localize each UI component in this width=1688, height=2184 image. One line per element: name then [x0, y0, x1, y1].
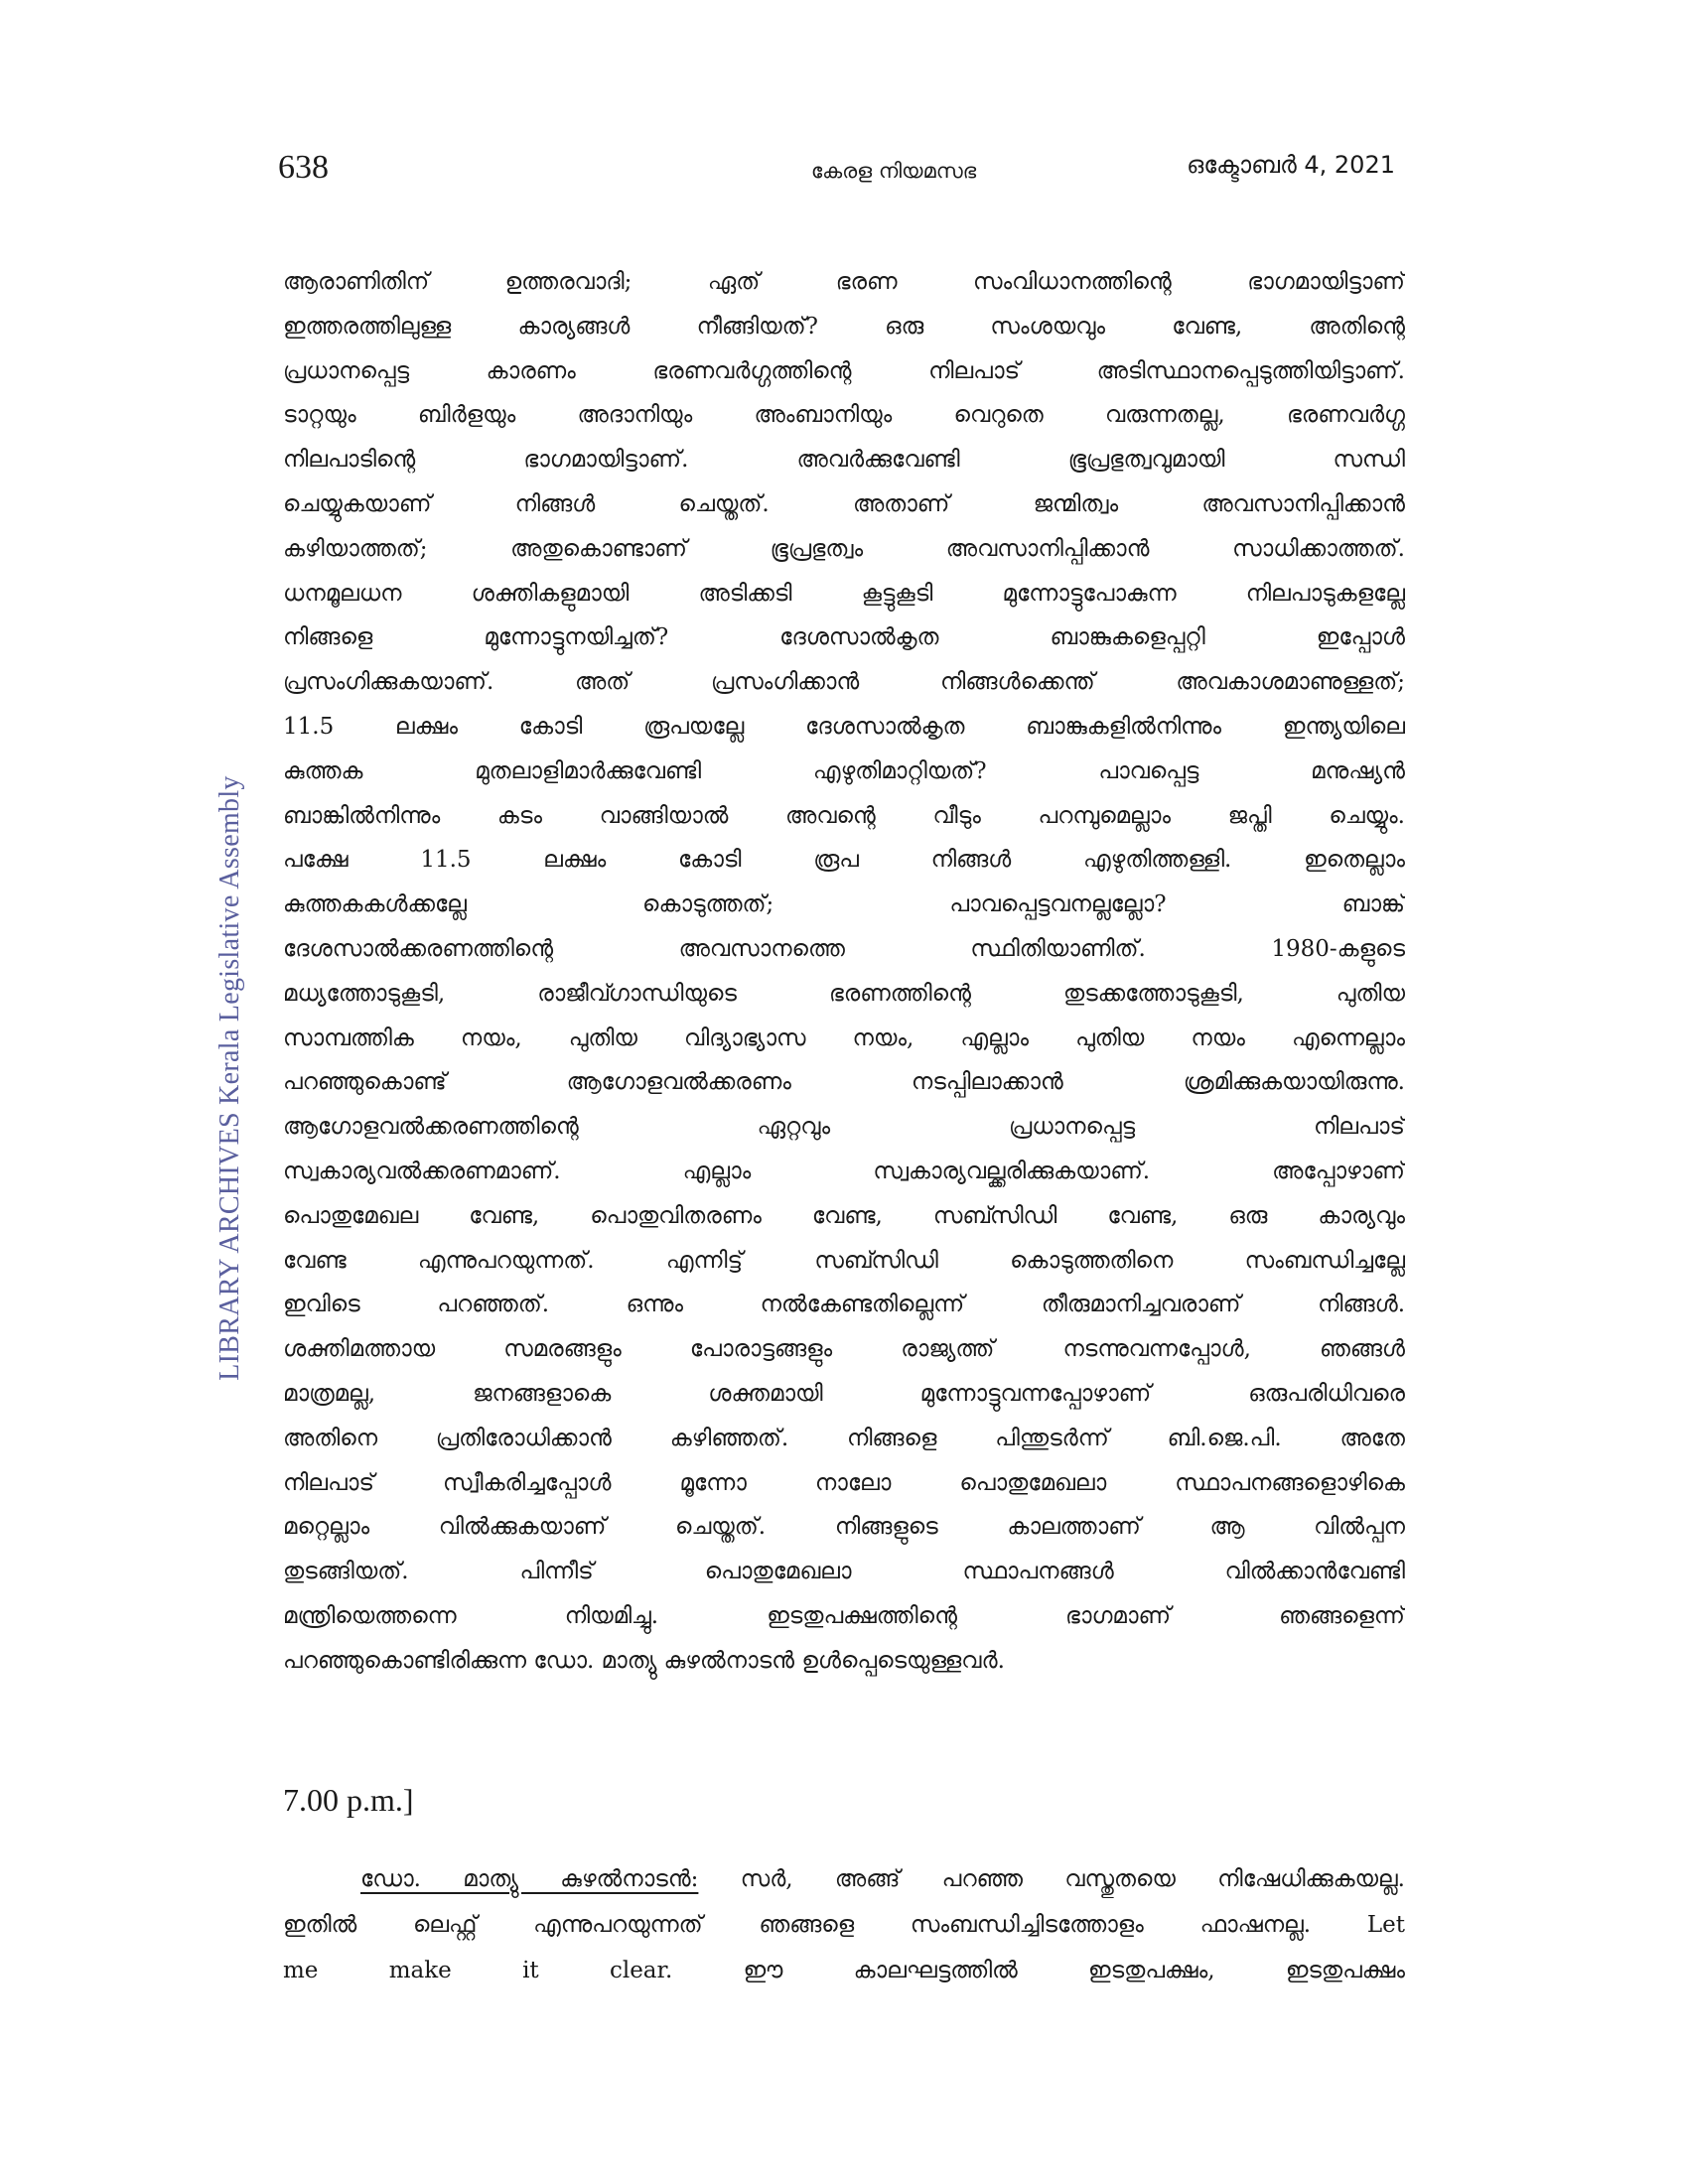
text-line: ആരാണിതിന് ഉത്തരവാദി; ഏത് ഭരണ സംവിധാനത്തിന്റെ ഭാഗമായിട്ടാണ് — [283, 269, 1405, 295]
text-line: കുത്തകകൾക്കല്ലേ കൊടുത്തത്; പാവപ്പെട്ടവനല്ലല്ലോ? ബാങ്ക് — [283, 891, 1405, 918]
text-line: പറഞ്ഞുകൊണ്ട് ആഗോളവൽക്കരണം നടപ്പിലാക്കാൻ ശ്രമിക്കുകയായിരുന്നു. — [283, 1069, 1405, 1096]
text-line: ചെയ്യുകയാണ് നിങ്ങൾ ചെയ്തത്. അതാണ് ജന്മിത്വം അവസാനിപ്പിക്കാൻ — [283, 490, 1405, 517]
page-date: ഒക്ടോബർ 4, 2021 — [1187, 151, 1395, 179]
text-line: സാമ്പത്തിക നയം, പുതിയ വിദ്യാഭ്യാസ നയം, എല്ലാം പുതിയ നയം എന്നെല്ലാം — [283, 1024, 1405, 1051]
page-number: 638 — [278, 149, 329, 186]
speech-line-2: ഇതിൽ ലെഫ്റ്റ് എന്നുപറയുന്നത് ഞങ്ങളെ സംബന്ധിച്ചിടത്തോളം ഫാഷനല്ല. Let — [283, 1912, 1405, 1938]
text-line: ഇവിടെ പറഞ്ഞത്. ഒന്നും നൽകേണ്ടതില്ലെന്ന് തീരുമാനിച്ചവരാണ് നിങ്ങൾ. — [283, 1292, 1405, 1318]
speech-line-3: me make it clear. ഈ കാലഘട്ടത്തിൽ ഇടതുപക്ഷം, ഇടതുപക്ഷം — [283, 1958, 1405, 1983]
text-line: ഇത്തരത്തിലുള്ള കാര്യങ്ങൾ നീങ്ങിയത്? ഒരു സംശയവും വേണ്ട, അതിന്റെ — [283, 313, 1405, 340]
text-line: കുത്തക മുതലാളിമാർക്കുവേണ്ടി എഴുതിമാറ്റിയത്? പാവപ്പെട്ട മനുഷ്യൻ — [283, 757, 1405, 784]
text-line: കഴിയാത്തത്; അതുകൊണ്ടാണ് ഭൂപ്രഭുത്വം അവസാനിപ്പിക്കാൻ സാധിക്കാത്തത്. — [283, 535, 1405, 562]
text-line: നിങ്ങളെ മുന്നോട്ടുനയിച്ചത്? ദേശസാൽകൃത ബാങ്കുകളെപ്പറ്റി ഇപ്പോൾ — [283, 624, 1405, 651]
speech-text: സർ, അങ്ങ് പറഞ്ഞ വസ്തുതയെ നിഷേധിക്കുകയല്ല. — [740, 1866, 1405, 1892]
text-line: മറ്റെല്ലാം വിൽക്കുകയാണ് ചെയ്തത്. നിങ്ങളുടെ കാലത്താണ് ആ വിൽപ്പന — [283, 1514, 1405, 1541]
text-line: പക്ഷേ 11.5 ലക്ഷം കോടി രൂപ നിങ്ങൾ എഴുതിത്തള്ളി. ഇതെല്ലാം — [283, 847, 1405, 874]
body-paragraph — [283, 260, 1405, 1684]
text-line: ബാങ്കിൽനിന്നും കടം വാങ്ങിയാൽ അവന്റെ വീടും പറമ്പുമെല്ലാം ജപ്തി ചെയ്യും. — [283, 802, 1405, 829]
text-line: ടാറ്റയും ബിർളയും അദാനിയും അംബാനിയും വെറുതെ വരുന്നതല്ല, ഭരണവർഗ്ഗ — [283, 402, 1405, 429]
text-line: അതിനെ പ്രതിരോധിക്കാൻ കഴിഞ്ഞത്. നിങ്ങളെ പിന്തുടർന്ന് ബി.ജെ.പി. അതേ — [283, 1425, 1405, 1451]
text-line: നിലപാട് സ്വീകരിച്ചപ്പോൾ മൂന്നോ നാലോ പൊതുമേഖലാ സ്ഥാപനങ്ങളൊഴികെ — [283, 1469, 1405, 1496]
text-line: ദേശസാൽക്കരണത്തിന്റെ അവസാനത്തെ സ്ഥിതിയാണിത്. 1980-കളുടെ — [283, 935, 1405, 962]
text-line: മധ്യത്തോടുകൂടി, രാജീവ്ഗാന്ധിയുടെ ഭരണത്തിന്റെ തുടക്കത്തോടുകൂടി, പുതിയ — [283, 980, 1405, 1007]
text-line: 11.5 ലക്ഷം കോടി രൂപയല്ലേ ദേശസാൽകൃത ബാങ്കുകളിൽനിന്നും ഇന്ത്യയിലെ — [283, 713, 1405, 740]
text-line: മാത്രമല്ല, ജനങ്ങളാകെ ശക്തമായി മുന്നോട്ടുവന്നപ്പോഴാണ് ഒരുപരിധിവരെ — [283, 1380, 1405, 1407]
speaker-name: ഡോ. മാത്യു കുഴൽനാടൻ: — [360, 1866, 699, 1892]
text-line: നിലപാടിന്റെ ഭാഗമായിട്ടാണ്. അവർക്കുവേണ്ടി ഭൂപ്രഭുത്വവുമായി സന്ധി — [283, 447, 1405, 474]
text-line: സ്വകാര്യവൽക്കരണമാണ്. എല്ലാം സ്വകാര്യവല്ക്കരിക്കുകയാണ്. അപ്പോഴാണ് — [283, 1158, 1405, 1184]
speech-block — [283, 1856, 1405, 1993]
text-line: തുടങ്ങിയത്. പിന്നീട് പൊതുമേഖലാ സ്ഥാപനങ്ങൾ വിൽക്കാൻവേണ്ടി — [283, 1559, 1405, 1585]
text-line: പറഞ്ഞുകൊണ്ടിരിക്കുന്ന ഡോ. മാത്യു കുഴൽനാടൻ ഉൾപ്പെടെയുള്ളവർ. — [283, 1647, 1005, 1674]
text-line: വേണ്ട എന്നുപറയുന്നത്. എന്നിട്ട് സബ്സിഡി കൊടുത്തതിനെ സംബന്ധിച്ചല്ലേ — [283, 1247, 1405, 1274]
time-marker: 7.00 p.m.] — [283, 1782, 414, 1818]
text-line: പ്രധാനപ്പെട്ട കാരണം ഭരണവർഗ്ഗത്തിന്റെ നിലപാട് അടിസ്ഥാനപ്പെടുത്തിയിട്ടാണ്. — [283, 357, 1405, 384]
text-line: ശക്തിമത്തായ സമരങ്ങളും പോരാട്ടങ്ങളും രാജ്യത്ത് നടന്നുവന്നപ്പോൾ, ഞങ്ങൾ — [283, 1336, 1405, 1363]
text-line: ധനമൂലധന ശക്തികളുമായി അടിക്കടി കൂട്ടുകൂടി മുന്നോട്ടുപോകുന്ന നിലപാടുകളല്ലേ — [283, 580, 1405, 607]
text-line: മന്ത്രിയെത്തന്നെ നിയമിച്ചു. ഇടതുപക്ഷത്തിന്റെ ഭാഗമാണ് ഞങ്ങളെന്ന് — [283, 1602, 1405, 1629]
archive-watermark: LIBRARY ARCHIVES Kerala Legislative Assembly — [214, 775, 245, 1381]
text-line: പ്രസംഗിക്കുകയാണ്. അത് പ്രസംഗിക്കാൻ നിങ്ങൾക്കെന്ത് അവകാശമാണുള്ളത്; — [283, 669, 1405, 696]
text-line: പൊതുമേഖല വേണ്ട, പൊതുവിതരണം വേണ്ട, സബ്സിഡി വേണ്ട, ഒരു കാര്യവും — [283, 1202, 1405, 1229]
text-line: ആഗോളവൽക്കരണത്തിന്റെ ഏറ്റവും പ്രധാനപ്പെട്ട നിലപാട് — [283, 1114, 1405, 1141]
running-title: കേരള നിയമസഭ — [810, 159, 977, 183]
speech-line-1 — [283, 1856, 1405, 1902]
